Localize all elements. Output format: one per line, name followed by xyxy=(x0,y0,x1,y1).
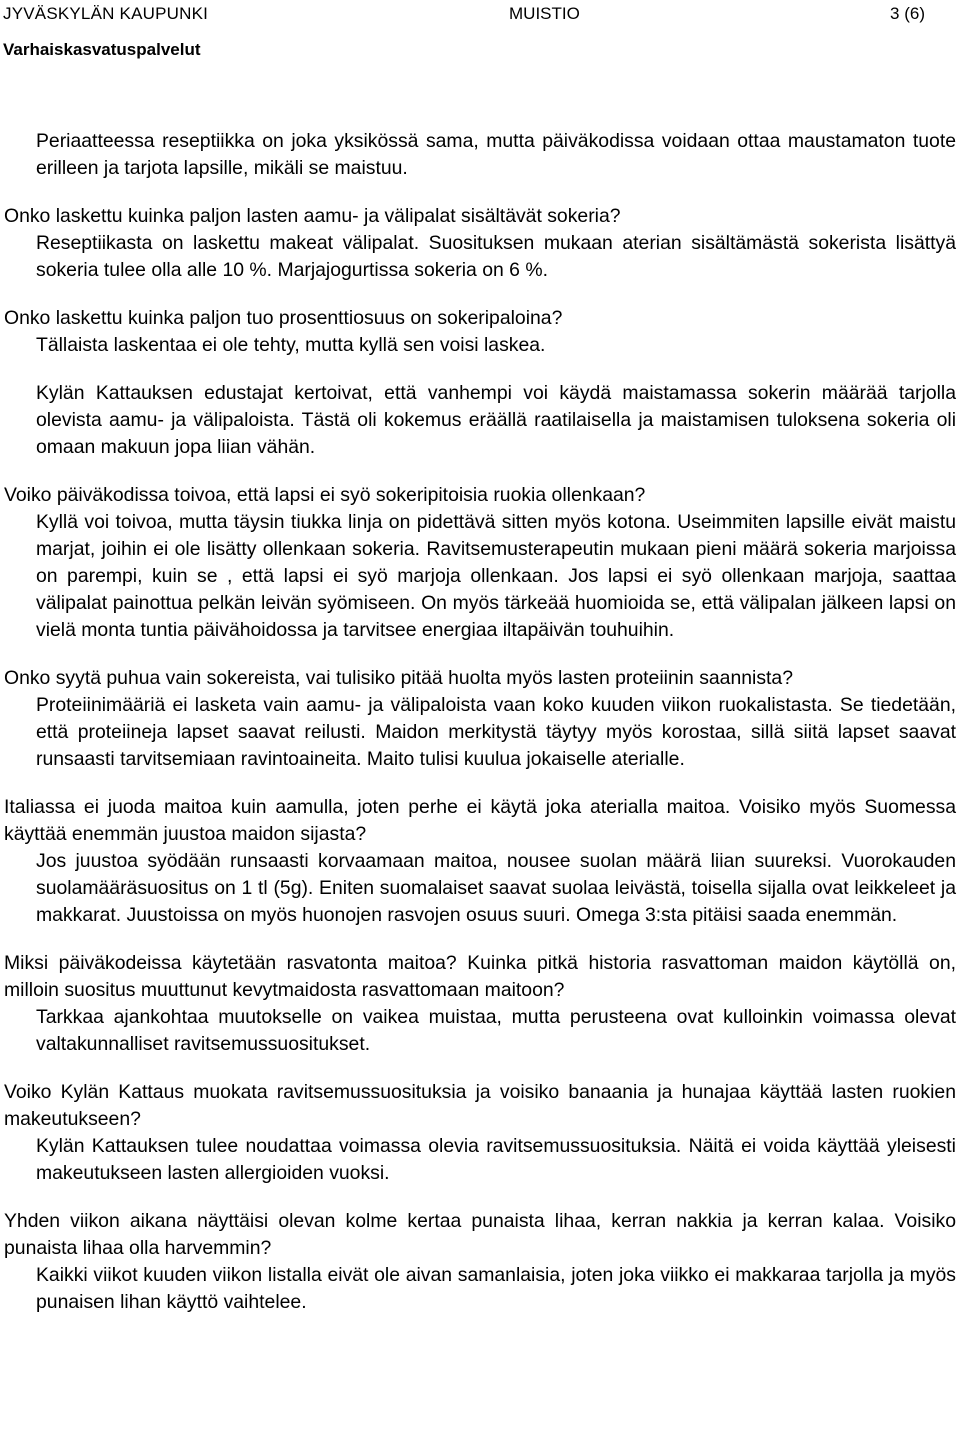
answer: Tarkkaa ajankohtaa muutokselle on vaikea muistaa, mutta perusteena ovat kulloinkin voimassa olevat valtakunnalliset ravitsemussuositukset. xyxy=(36,1006,956,1055)
question: Miksi päiväkodeissa käytetään rasvatonta maitoa? Kuinka pitkä historia rasvattoman maidon käytöllä on, milloin suositus muuttunut kevytmaidosta rasvattomaan maitoon? xyxy=(4,952,956,1001)
answer: Jos juustoa syödään runsaasti korvaamaan maitoa, nousee suolan määrä liian suureksi. Vuorokauden suolamääräsuositus on 1 tl (5g). Eniten suomalaiset saavat suolaa leivästä, toisella sijalla ovat leikkeleet ja makkarat. Juustoissa on myös huonojen rasvojen osuus suuri. Omega 3:sta pitäisi saada enemmän. xyxy=(36,850,956,926)
answer: Kaikki viikot kuuden viikon listalla eivät ole aivan samanlaisia, joten joka viikko ei makkaraa tarjolla ja myös punaisen lihan käyttö vaihtelee. xyxy=(36,1264,956,1313)
answer: Kylän Kattauksen tulee noudattaa voimassa olevia ravitsemussuosituksia. Näitä ei voida käyttää yleisesti makeutukseen lasten allergioiden vuoksi. xyxy=(36,1135,956,1184)
answer: Kyllä voi toivoa, mutta täysin tiukka linja on pidettävä sitten myös kotona. Useimmiten lapsille eivät maistu marjat, joihin ei ole lisätty ollenkaan sokeria. Ravitsemusterapeutin mukaan pieni määrä sokeria marjoissa on parempi, kuin se , että lapsi ei syö marjoja ollenkaan. Jos lapsi ei syö ollenkaan marjoja, saattaa välipalat painottua pelkän leivän syömiseen. On myös tärkeää huomioida se, että välipalan jälkeen lapsi on vielä monta tuntia päivähoidossa ja tarvitsee energiaa iltapäivän touhuihin. xyxy=(36,511,956,641)
question: Italiassa ei juoda maitoa kuin aamulla, joten perhe ei käytä joka aterialla maitoa. Voisiko myös Suomessa käyttää enemmän juustoa maidon sijasta? xyxy=(4,796,956,845)
organization-name: JYVÄSKYLÄN KAUPUNKI xyxy=(3,4,209,23)
memo-header xyxy=(3,0,955,66)
paragraph: Periaatteessa reseptiikka on joka yksikössä sama, mutta päiväkodissa voidaan ottaa maustamaton tuote erilleen ja tarjota lapsille, mikäli se maistuu. xyxy=(36,130,956,179)
page-number: 3 (6) xyxy=(890,4,925,23)
paragraph: Kylän Kattauksen edustajat kertoivat, että vanhempi voi käydä maistamassa sokerin määrää tarjolla olevista aamu- ja välipaloista. Tästä oli kokemus eräällä raatilaisella ja maistamisen tuloksena sokeria oli omaan makuun jopa liian vähän. xyxy=(36,382,956,458)
answer: Reseptiikasta on laskettu makeat välipalat. Suosituksen mukaan aterian sisältämästä sokerista lisättyä sokeria tulee olla alle 10 %. Marjajogurtissa sokeria on 6 %. xyxy=(36,232,956,281)
question: Yhden viikon aikana näyttäisi olevan kolme kertaa punaista lihaa, kerran nakkia ja kerran kalaa. Voisiko punaista lihaa olla harvemmin? xyxy=(4,1210,956,1259)
question: Onko syytä puhua vain sokereista, vai tulisiko pitää huolta myös lasten proteiinin saannista? xyxy=(4,667,793,689)
memo-body xyxy=(4,128,956,1337)
answer: Tällaista laskentaa ei ole tehty, mutta kyllä sen voisi laskea. xyxy=(36,334,546,356)
question: Onko laskettu kuinka paljon lasten aamu- ja välipalat sisältävät sokeria? xyxy=(4,205,621,227)
answer: Proteiinimääriä ei lasketa vain aamu- ja välipaloista vaan koko kuuden viikon ruokalistasta. Se tiedetään, että proteiineja lapset saavat reilusti. Maidon merkitystä täytyy myös korostaa, sillä siitä lapset saavat runsaasti tarvitsemiaan ravintoaineita. Maito tulisi kuulua jokaiselle aterialle. xyxy=(36,694,956,770)
question: Onko laskettu kuinka paljon tuo prosenttiosuus on sokeripaloina? xyxy=(4,307,563,329)
question: Voiko päiväkodissa toivoa, että lapsi ei syö sokeripitoisia ruokia ollenkaan? xyxy=(4,484,646,506)
question: Voiko Kylän Kattaus muokata ravitsemussuosituksia ja voisiko banaania ja hunajaa käyttää lasten ruokien makeutukseen? xyxy=(4,1081,956,1130)
document-type: MUISTIO xyxy=(509,4,580,23)
department-name: Varhaiskasvatuspalvelut xyxy=(3,40,201,59)
